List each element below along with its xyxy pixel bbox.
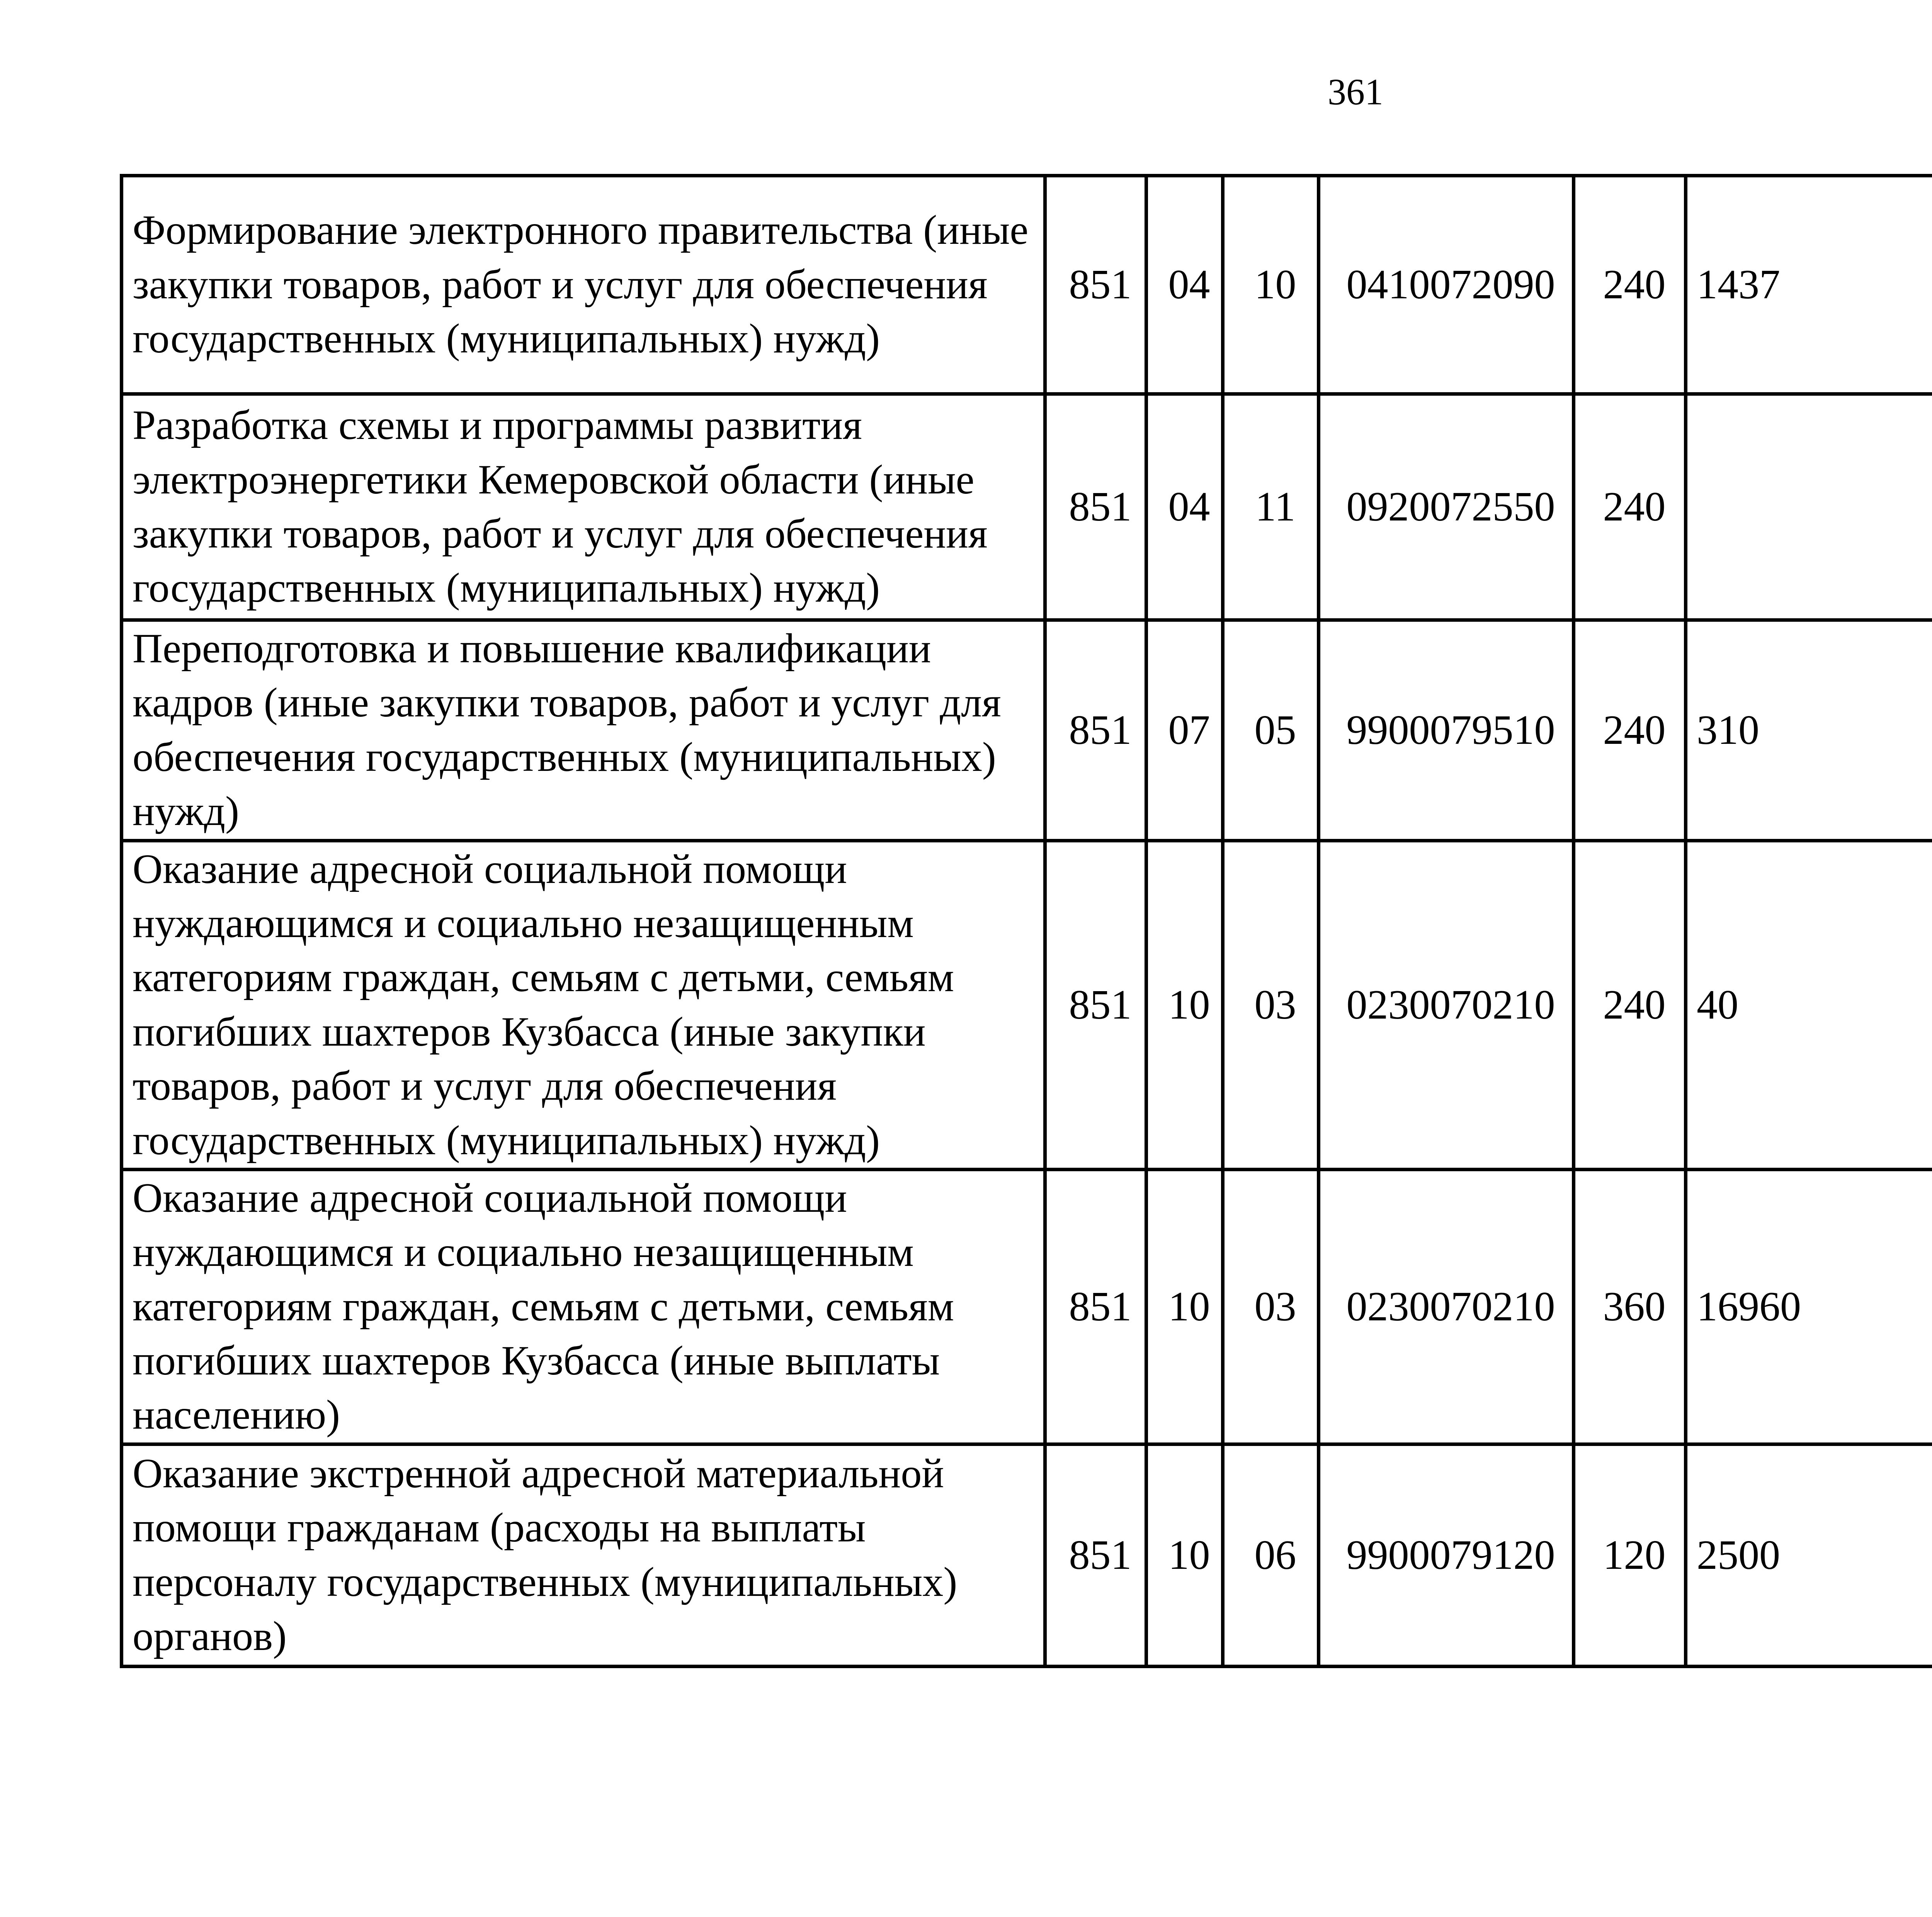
- table-row: [122, 840, 1932, 1169]
- subsection-code-cell: 03: [1223, 840, 1319, 1169]
- subsection-code-cell: 06: [1223, 1444, 1319, 1666]
- section-code-cell: 10: [1146, 1444, 1223, 1666]
- department-code-cell: 851: [1045, 620, 1146, 841]
- amount-1-cell: 16960: [1686, 1169, 1932, 1444]
- table-row: [122, 394, 1932, 620]
- expense-name-cell: Оказание адресной социальной помощи нуждающимся и социально незащищенным категориям граждан, семьям с детьми, семьям погибших шахтеров Кузбасса (иные выплаты населению): [122, 1169, 1045, 1444]
- budget-table: [120, 174, 1932, 1668]
- amount-1-cell: 40: [1686, 840, 1932, 1169]
- expense-name-cell: Разработка схемы и программы развития электроэнергетики Кемеровской области (иные закупки товаров, работ и услуг для обеспечения государственных (муниципальных) нужд): [122, 394, 1045, 620]
- department-code-cell: 851: [1045, 176, 1146, 394]
- expense-type-code-cell: 240: [1574, 620, 1686, 841]
- department-code-cell: 851: [1045, 1444, 1146, 1666]
- expense-type-code-cell: 360: [1574, 1169, 1686, 1444]
- expense-name-cell: Переподготовка и повышение квалификации кадров (иные закупки товаров, работ и услуг для обеспечения государственных (муниципальных) нужд): [122, 620, 1045, 841]
- target-item-code-cell: 0410072090: [1319, 176, 1574, 394]
- department-code-cell: 851: [1045, 394, 1146, 620]
- expense-type-code-cell: 240: [1574, 394, 1686, 620]
- amount-1-cell: 310: [1686, 620, 1932, 841]
- section-code-cell: 10: [1146, 1169, 1223, 1444]
- expense-name-cell: Оказание экстренной адресной материальной помощи гражданам (расходы на выплаты персоналу государственных (муниципальных) органов): [122, 1444, 1045, 1666]
- target-item-code-cell: 0230070210: [1319, 1169, 1574, 1444]
- amount-1-cell: 2500: [1686, 1444, 1932, 1666]
- table-row: [122, 620, 1932, 841]
- amount-1-cell: [1686, 394, 1932, 620]
- subsection-code-cell: 03: [1223, 1169, 1319, 1444]
- expense-type-code-cell: 240: [1574, 176, 1686, 394]
- table-row: [122, 1169, 1932, 1444]
- table-row: [122, 176, 1932, 394]
- subsection-code-cell: 05: [1223, 620, 1319, 841]
- amount-1-cell: 1437: [1686, 176, 1932, 394]
- subsection-code-cell: 10: [1223, 176, 1319, 394]
- section-code-cell: 04: [1146, 394, 1223, 620]
- table-row: [122, 1444, 1932, 1666]
- expense-name-cell: Формирование электронного правительства (иные закупки товаров, работ и услуг для обеспечения государственных (муниципальных) нужд): [122, 176, 1045, 394]
- target-item-code-cell: 0920072550: [1319, 394, 1574, 620]
- subsection-code-cell: 11: [1223, 394, 1319, 620]
- target-item-code-cell: 9900079510: [1319, 620, 1574, 841]
- target-item-code-cell: 0230070210: [1319, 840, 1574, 1169]
- expense-type-code-cell: 240: [1574, 840, 1686, 1169]
- section-code-cell: 07: [1146, 620, 1223, 841]
- section-code-cell: 10: [1146, 840, 1223, 1169]
- department-code-cell: 851: [1045, 840, 1146, 1169]
- target-item-code-cell: 9900079120: [1319, 1444, 1574, 1666]
- page-number: 361: [1328, 71, 1383, 112]
- expense-type-code-cell: 120: [1574, 1444, 1686, 1666]
- department-code-cell: 851: [1045, 1169, 1146, 1444]
- expense-name-cell: Оказание адресной социальной помощи нуждающимся и социально незащищенным категориям граждан, семьям с детьми, семьям погибших шахтеров Кузбасса (иные закупки товаров, работ и услуг для обеспечения государственных (муниципальных) нужд): [122, 840, 1045, 1169]
- section-code-cell: 04: [1146, 176, 1223, 394]
